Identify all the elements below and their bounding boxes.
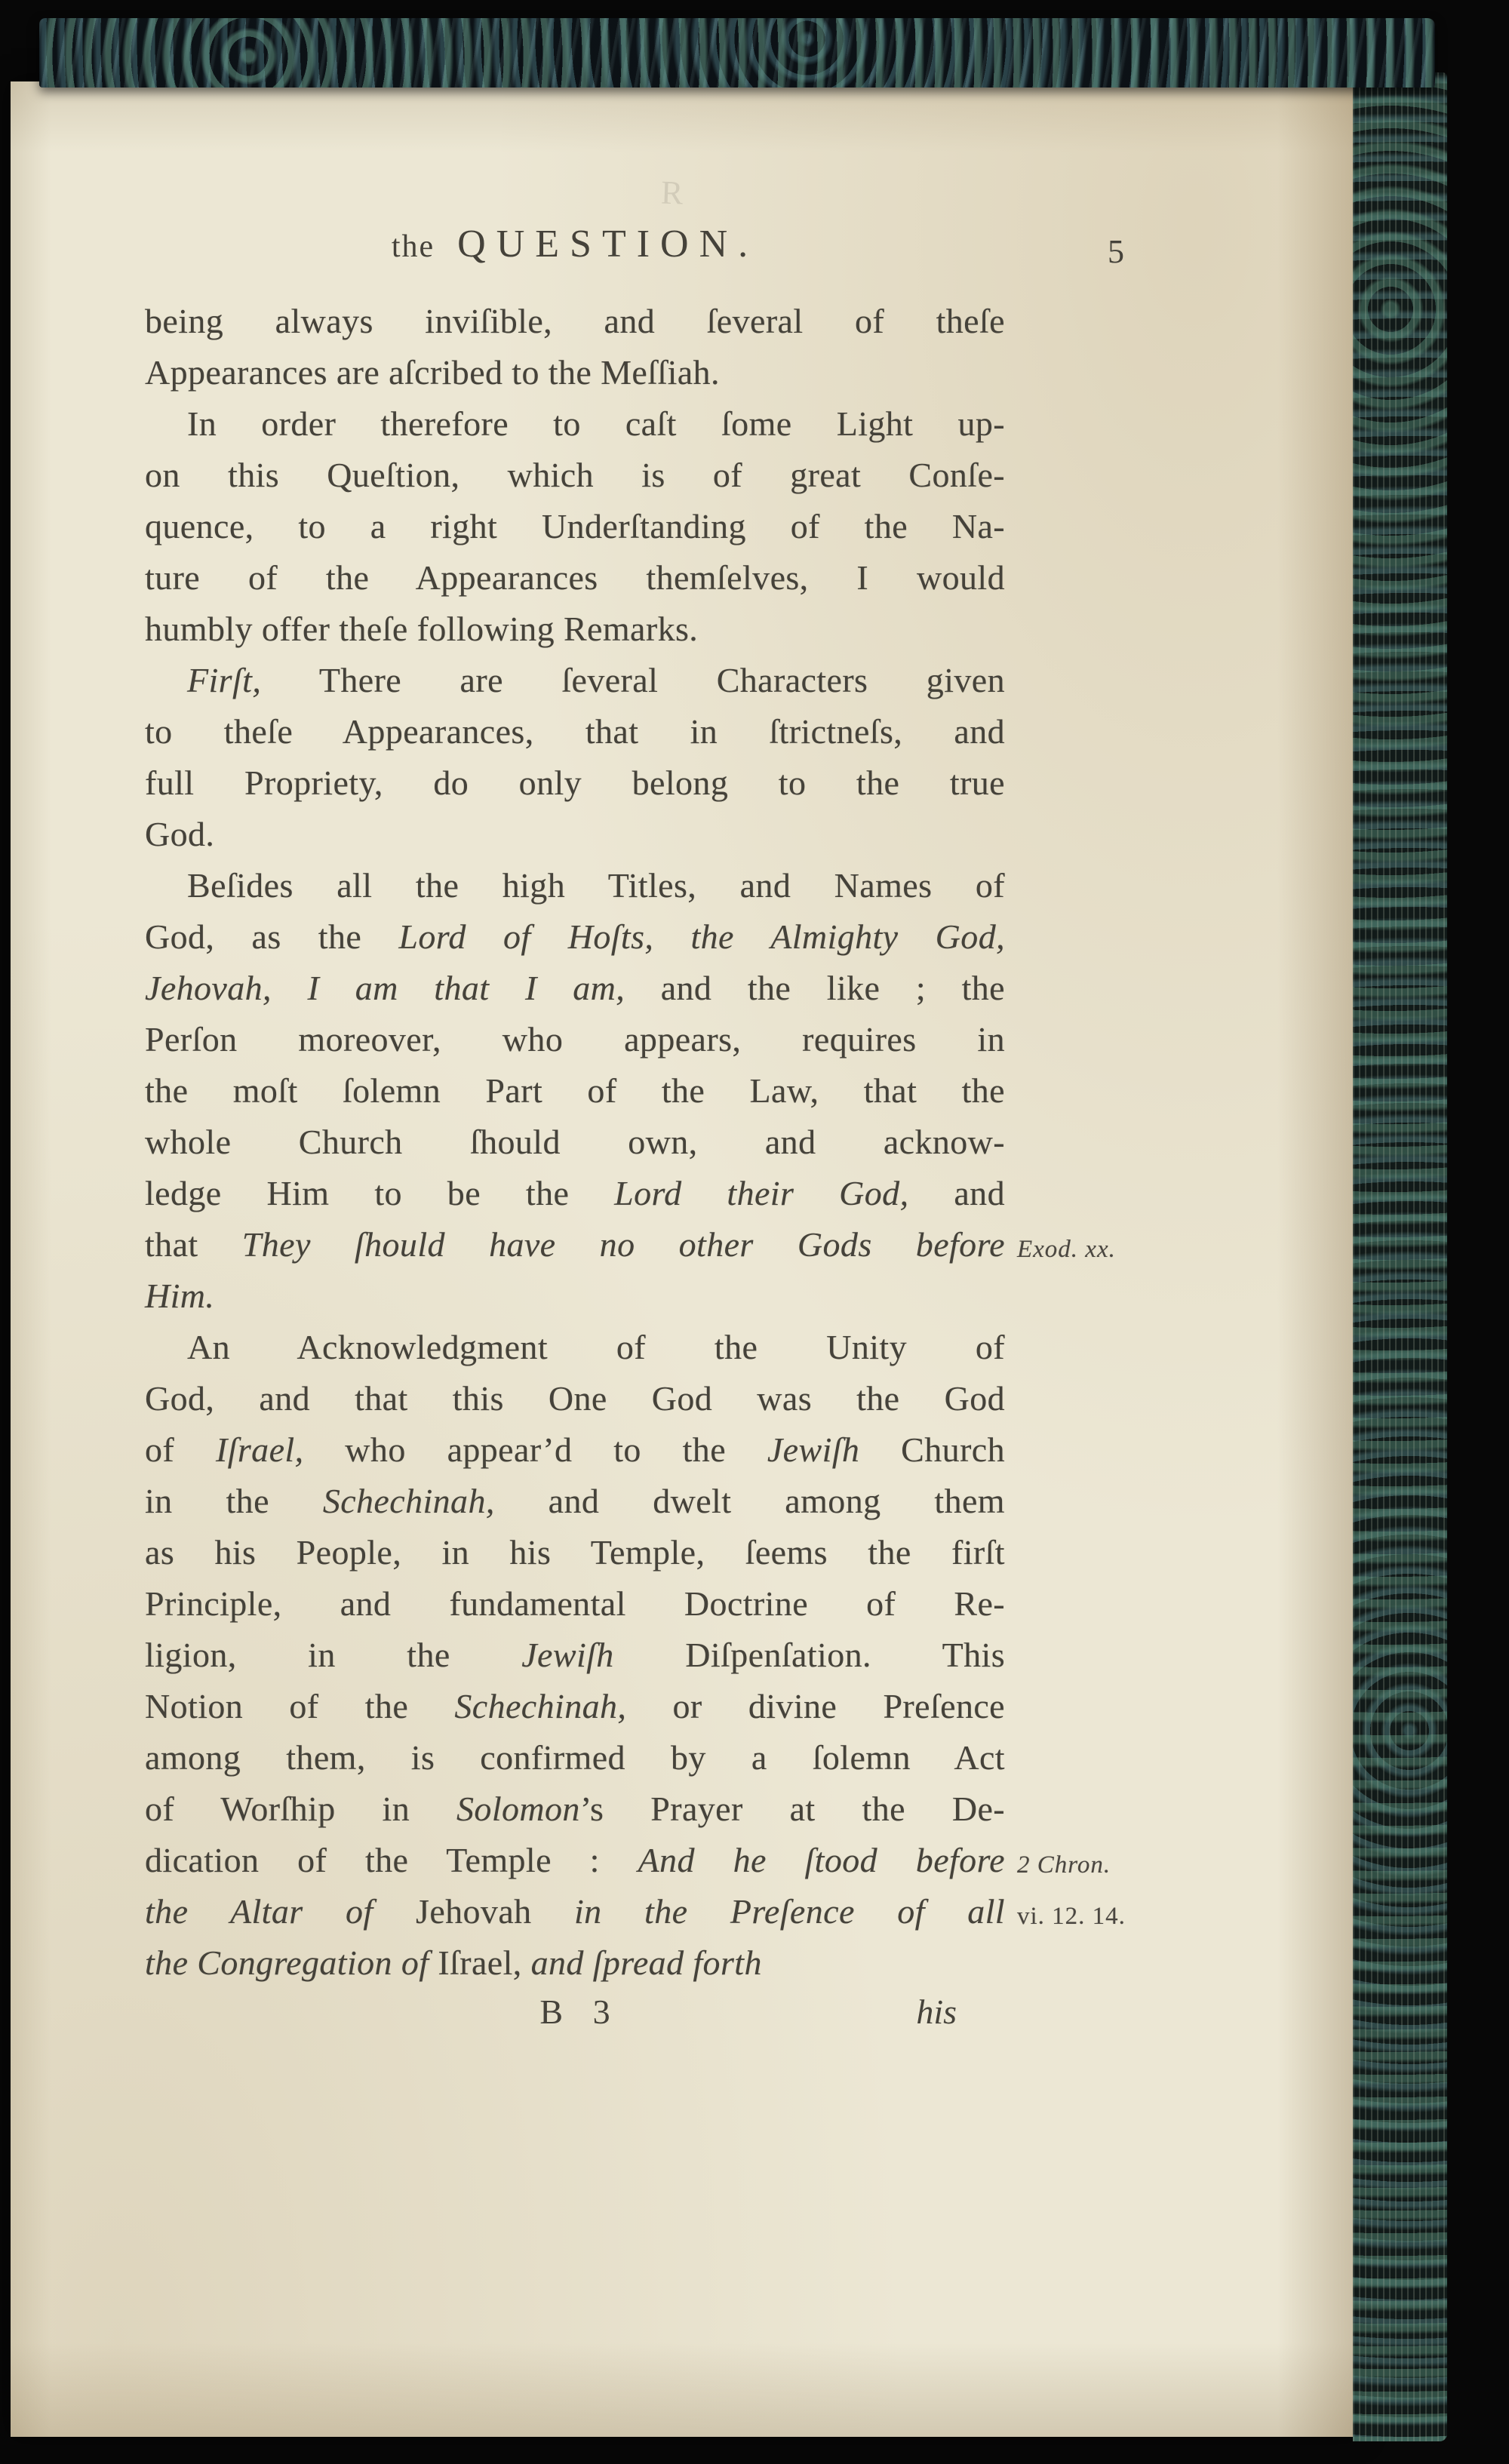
italic-text: the Altar of	[145, 1892, 416, 1931]
text-line	[145, 296, 1005, 347]
body-text: and dwelt among them	[494, 1482, 1005, 1520]
italic-text: They ſhould have no other Gods before	[241, 1225, 1005, 1264]
body-text: quence, to a right Underſtanding of the Na-	[145, 507, 1005, 545]
text-line	[145, 1732, 1005, 1783]
body-text: full Propriety, do only belong to the true	[145, 763, 1005, 802]
italic-text: Jehovah, I am that I am,	[145, 969, 625, 1007]
body-text: Perſon moreover, who appears, requires in	[145, 1020, 1005, 1058]
body-text: An Acknowledgment of the Unity of	[187, 1328, 1005, 1366]
text-line	[145, 1783, 1005, 1835]
body-text: Diſpenſation. This	[613, 1636, 1005, 1674]
body-text: God, as the	[145, 917, 399, 956]
body-text: Appearances are aſcribed to the Meſſiah.	[145, 353, 720, 392]
italic-text: Jewiſh	[521, 1636, 614, 1674]
book-page	[11, 81, 1358, 2437]
body-text: Principle, and fundamental Doctrine of Re-	[145, 1584, 1005, 1623]
body-text: the moſt ſolemn Part of the Law, that the	[145, 1071, 1005, 1110]
italic-text: and ſpread forth	[521, 1943, 762, 1982]
text-line	[145, 1117, 1005, 1168]
body-text: dication of the Temple :	[145, 1841, 638, 1879]
text-line	[145, 1937, 1005, 1989]
text-line	[145, 501, 1005, 552]
italic-text: Lord their God,	[614, 1174, 909, 1212]
italic-text: Schechinah,	[322, 1482, 495, 1520]
text-line	[145, 1424, 1005, 1476]
body-text: Notion of the	[145, 1687, 455, 1725]
text-line	[145, 1835, 1111, 1886]
body-text: among them, is confirmed by a ſolemn Act	[145, 1738, 1005, 1777]
italic-text: Schechinah,	[454, 1687, 627, 1725]
body-text: being always inviſible, and ſeveral of theſe	[145, 302, 1005, 340]
body-text: Jehovah	[416, 1892, 532, 1931]
body-text: on this Queſtion, which is of great Conſe-	[145, 456, 1005, 494]
text-line	[145, 860, 1005, 911]
text-line	[145, 1527, 1005, 1578]
text-line	[145, 1476, 1005, 1527]
text-line	[145, 706, 1005, 757]
text-line	[145, 1578, 1005, 1630]
body-text: who appear’d to the	[303, 1430, 767, 1469]
italic-text: the Congregation of	[145, 1943, 438, 1982]
text-line	[145, 604, 1005, 655]
text-line	[145, 398, 1005, 450]
text-line	[145, 1681, 1005, 1732]
italic-text: And he ſtood before	[638, 1841, 1005, 1879]
italic-text: Him.	[145, 1277, 215, 1315]
text-line	[145, 757, 1005, 809]
italic-text: Iſrael,	[215, 1430, 304, 1469]
body-text: ture of the Appearances themſelves, I would	[145, 558, 1005, 597]
body-text: in the	[145, 1482, 323, 1520]
italic-text: Firſt,	[187, 661, 262, 699]
text-line	[145, 1886, 1126, 1937]
page-number: 5	[1108, 233, 1124, 270]
marbled-top-edge	[39, 18, 1435, 88]
text-lines	[145, 296, 1126, 1989]
body-text: ligion, in the	[145, 1636, 522, 1674]
catchword: his	[916, 1992, 957, 2031]
italic-text: Solomon	[456, 1790, 580, 1828]
body-text: and	[908, 1174, 1005, 1212]
show-through-letter: R	[660, 174, 684, 212]
page-header	[145, 174, 1124, 282]
italic-text: in the Preſence of all	[531, 1892, 1005, 1931]
italic-text: Lord of Hoſts, the Almighty God,	[398, 917, 1005, 956]
text-line	[145, 1168, 1005, 1219]
body-text: In order therefore to caſt ſome Light up-	[187, 404, 1005, 443]
text-line	[145, 1219, 1116, 1270]
running-title-lead: the	[391, 229, 435, 264]
body-text: God, and that this One God was the God	[145, 1379, 1005, 1418]
signature-mark: B 3	[539, 1992, 610, 2031]
body-text: humbly offer theſe following Remarks.	[145, 610, 699, 648]
body-text: There are ſeveral Characters given	[261, 661, 1005, 699]
running-title: QUESTION.	[457, 223, 759, 266]
body-text: Iſrael,	[438, 1943, 522, 1982]
body-text: or divine Preſence	[626, 1687, 1005, 1725]
text-line	[145, 347, 1005, 398]
body-text: of	[145, 1430, 216, 1469]
body-text: of Worſhip in	[145, 1790, 457, 1828]
text-line	[145, 809, 1005, 860]
text-block	[145, 174, 1126, 2046]
body-text: to theſe Appearances, that in ſtrictneſs, and	[145, 712, 1005, 751]
text-line	[145, 963, 1005, 1014]
italic-text: Jewiſh	[767, 1430, 860, 1469]
text-line	[145, 911, 1005, 963]
text-line	[145, 1373, 1005, 1424]
body-text: Church	[859, 1430, 1005, 1469]
margin-note: Exod. xx.	[1017, 1236, 1116, 1263]
page-footer	[145, 1992, 1005, 2046]
body-text: Beſides all the high Titles, and Names of	[187, 866, 1005, 905]
text-line	[145, 1065, 1005, 1117]
text-line	[145, 655, 1005, 706]
marbled-fore-edge	[1353, 72, 1447, 2441]
text-line	[145, 1630, 1005, 1681]
body-text: ledge Him to be the	[145, 1174, 615, 1212]
margin-note: 2 Chron.	[1017, 1851, 1111, 1879]
text-line	[145, 1270, 1005, 1322]
body-text: ’s Prayer at the De-	[579, 1790, 1005, 1828]
text-line	[145, 450, 1005, 501]
body-text: as his People, in his Temple, ſeems the firſt	[145, 1533, 1005, 1571]
text-line	[145, 1322, 1005, 1373]
body-text: whole Church ſhould own, and acknow-	[145, 1123, 1005, 1161]
text-line	[145, 1014, 1005, 1065]
text-line	[145, 552, 1005, 604]
body-text: that	[145, 1225, 242, 1264]
margin-note: vi. 12. 14.	[1017, 1903, 1126, 1930]
body-text: God.	[145, 815, 215, 853]
body-text: and the like ; the	[625, 969, 1005, 1007]
